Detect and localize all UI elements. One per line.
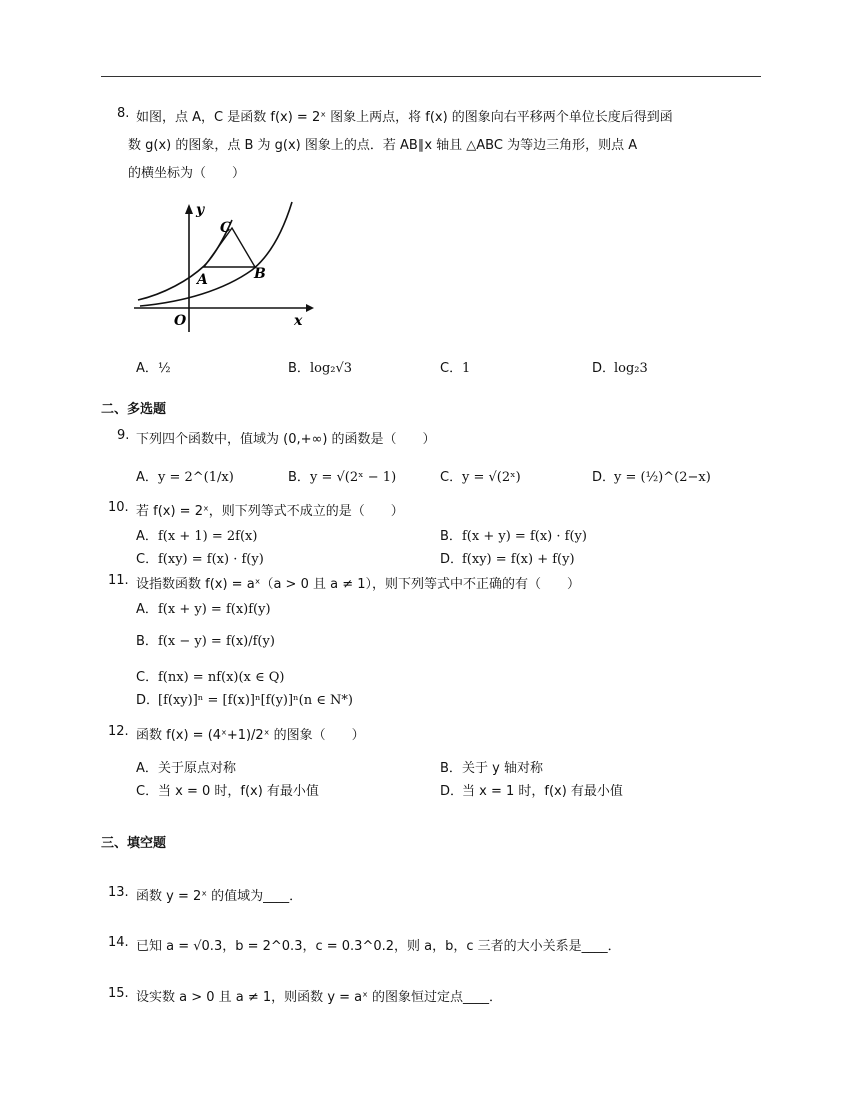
q8-line1: 如图，点 A，C 是函数 f(x) = 2ˣ 图象上两点，将 f(x) 的图象向右平移两个单位长度后得到函 [136,110,673,125]
q10-option-a[interactable]: A．f(x + 1) = 2f(x) [136,529,258,544]
q9-number: 9. [117,428,130,443]
q10-option-d[interactable]: D．f(xy) = f(x) + f(y) [440,552,575,567]
q9-stem: 下列四个函数中，值域为 (0,+∞) 的函数是（ ） [136,432,436,447]
section-title-fill-in: 三、填空题 [101,836,167,851]
q11-number: 11. [108,573,129,588]
q14-stem: 已知 a = √0.3，b = 2^0.3，c = 0.3^0.2，则 a，b，c 三者的大小关系是____． [136,939,621,954]
q9-option-a[interactable]: A．y = 2^(1/x) [136,470,234,485]
header-rule [101,76,761,77]
q15-stem: 设实数 a > 0 且 a ≠ 1，则函数 y = aˣ 的图象恒过定点____． [136,990,503,1005]
q8-line3: 的横坐标为（ ） [128,166,246,181]
q9-option-c[interactable]: C．y = √(2ˣ) [440,470,521,485]
q8-option-a[interactable]: A．½ [136,361,171,376]
q10-number: 10. [108,500,129,515]
q12-option-d[interactable]: D．当 x = 1 时，f(x) 有最小值 [440,784,623,799]
curve-g [140,202,292,306]
q12-number: 12. [108,724,129,739]
q15-number: 15. [108,986,129,1001]
q11-option-a[interactable]: A．f(x + y) = f(x)f(y) [136,602,271,617]
graph-label-a: A [197,272,208,288]
q8-graph [134,198,314,332]
q11-stem: 设指数函数 f(x) = aˣ（a > 0 且 a ≠ 1），则下列等式中不正确的有（ ） [136,577,580,592]
graph-label-x: x [294,313,303,329]
graph-label-c: C [220,220,232,236]
y-axis-arrow [185,204,193,214]
q12-option-a[interactable]: A．关于原点对称 [136,761,237,776]
x-axis-arrow [306,304,314,312]
q10-option-c[interactable]: C．f(xy) = f(x) · f(y) [136,552,264,567]
section-title-multiple-choice: 二、多选题 [101,402,167,417]
q8-option-d[interactable]: D．log₂3 [592,361,648,376]
q12-option-b[interactable]: B．关于 y 轴对称 [440,761,543,776]
q9-option-b[interactable]: B．y = √(2ˣ − 1) [288,470,397,485]
q8-number: 8. [117,106,130,121]
graph-label-o: O [174,313,187,329]
q13-stem: 函数 y = 2ˣ 的值域为____． [136,889,303,904]
graph-label-b: B [254,266,266,282]
q11-option-d[interactable]: D．[f(xy)]ⁿ = [f(x)]ⁿ[f(y)]ⁿ(n ∈ N*) [136,693,353,708]
q12-option-c[interactable]: C．当 x = 0 时，f(x) 有最小值 [136,784,319,799]
q13-number: 13. [108,885,129,900]
q10-stem: 若 f(x) = 2ˣ，则下列等式不成立的是（ ） [136,504,404,519]
q11-option-c[interactable]: C．f(nx) = nf(x)(x ∈ Q) [136,670,285,685]
q11-option-b[interactable]: B．f(x − y) = f(x)/f(y) [136,634,275,649]
q8-option-b[interactable]: B．log₂√3 [288,361,353,376]
q10-option-b[interactable]: B．f(x + y) = f(x) · f(y) [440,529,587,544]
q8-option-c[interactable]: C．1 [440,361,471,376]
q12-stem: 函数 f(x) = (4ˣ+1)/2ˣ 的图象（ ） [136,728,365,743]
q14-number: 14. [108,935,129,950]
graph-label-y: y [196,202,205,218]
q8-line2: 数 g(x) 的图象，点 B 为 g(x) 图象上的点．若 AB∥x 轴且 △ABC 为等边三角形，则点 A [128,138,638,153]
q9-option-d[interactable]: D．y = (½)^(2−x) [592,470,711,485]
